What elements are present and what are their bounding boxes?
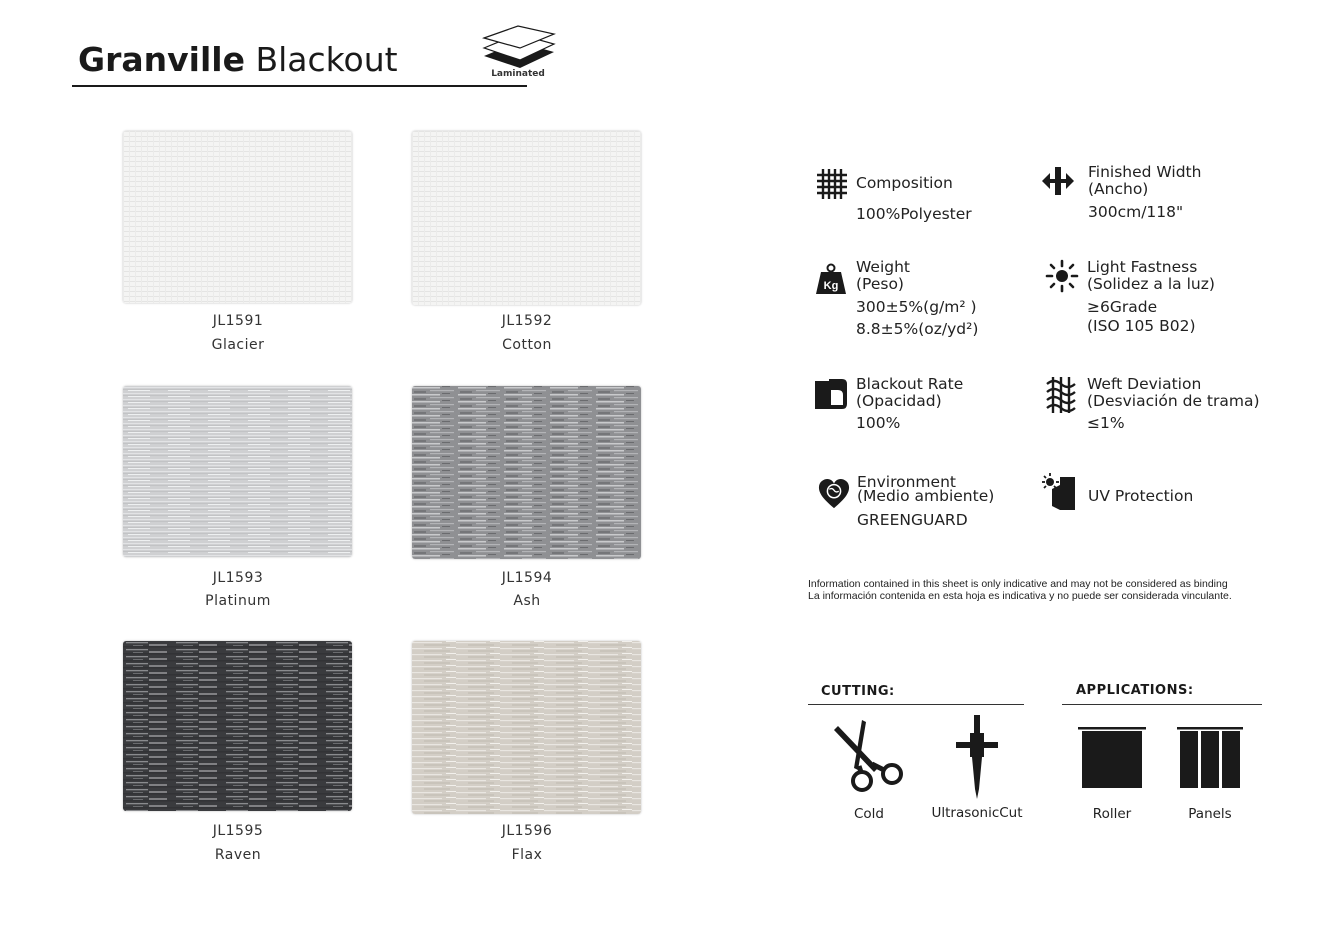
- swatch-name: Glacier: [211, 337, 265, 353]
- spec-value: 8.8±5%(oz/yd²): [856, 320, 979, 338]
- swatch-name: Raven: [214, 847, 262, 863]
- spec-label: Light Fastness: [1087, 258, 1198, 276]
- spec-label: Finished Width: [1088, 163, 1202, 181]
- swatch-code: JL1591: [212, 313, 264, 329]
- spec-label: Blackout Rate: [856, 375, 964, 393]
- swatch-jl1592: [412, 131, 641, 305]
- spec-value: (ISO 105 B02): [1087, 317, 1196, 335]
- disclaimer-es: La información contenida en esta hoja es indicativa y no puede ser considerada vinculante.: [808, 590, 1232, 602]
- heart-globe-icon: [818, 478, 850, 510]
- weight-kg-icon: [814, 263, 848, 297]
- title-bold: Granville: [78, 40, 245, 79]
- swatch-name: Ash: [513, 593, 541, 609]
- ultrasonic-cutter-icon: [952, 715, 1002, 799]
- swatch-code: JL1595: [212, 823, 264, 839]
- spec-label: Environment: [857, 473, 956, 491]
- spec-value: 100%Polyester: [856, 205, 972, 223]
- swatch-jl1596: [412, 641, 641, 814]
- page-title: [78, 38, 398, 82]
- spec-value: ≥6Grade: [1087, 298, 1158, 316]
- cutting-heading: CUTTING:: [821, 684, 895, 699]
- applications-divider: [1062, 704, 1262, 705]
- cutting-divider: [808, 704, 1024, 705]
- blackout-curtain-icon: [814, 376, 848, 410]
- spec-value: 300cm/118": [1088, 203, 1184, 221]
- panel-blind-icon: [1177, 727, 1243, 789]
- spec-label: Weft Deviation: [1087, 375, 1202, 393]
- spec-label: UV Protection: [1088, 487, 1194, 505]
- svg-text:Kg: Kg: [823, 280, 839, 292]
- spec-value: 300±5%(g/m² ): [856, 298, 977, 316]
- spec-value: GREENGUARD: [857, 511, 968, 529]
- spec-label-es: (Ancho): [1088, 180, 1149, 198]
- disclaimer-en: Information contained in this sheet is only indicative and may not be considered as binding: [808, 578, 1228, 590]
- swatch-name: Cotton: [502, 337, 552, 353]
- swatch-jl1594: [412, 386, 641, 559]
- application-label: Roller: [1092, 806, 1132, 822]
- spec-label-es: (Opacidad): [856, 392, 942, 410]
- swatch-code: JL1594: [501, 570, 553, 586]
- applications-heading: APPLICATIONS:: [1076, 683, 1194, 698]
- spec-label-es: (Medio ambiente): [857, 487, 995, 505]
- scissors-icon: [828, 718, 908, 798]
- title-rest: Blackout: [255, 40, 398, 79]
- uv-sun-window-icon: [1042, 473, 1076, 511]
- swatch-name: Flax: [511, 847, 543, 863]
- application-label: Panels: [1188, 806, 1232, 822]
- roller-blind-icon: [1078, 727, 1146, 789]
- width-arrows-icon: [1041, 164, 1075, 198]
- spec-label-es: (Solidez a la luz): [1087, 275, 1215, 293]
- weft-wave-icon: [1045, 376, 1079, 414]
- cutting-label: Cold: [853, 806, 884, 822]
- swatch-name: Platinum: [205, 593, 271, 609]
- swatch-code: JL1593: [212, 570, 264, 586]
- laminated-label: Laminated: [491, 69, 545, 79]
- spec-label-es: (Peso): [856, 275, 904, 293]
- spec-label: Composition: [856, 174, 953, 192]
- title-divider: [72, 85, 527, 87]
- spec-value: 100%: [856, 414, 901, 432]
- swatch-code: JL1592: [501, 313, 553, 329]
- spec-label: Weight: [856, 258, 911, 276]
- swatch-jl1593: [123, 386, 352, 557]
- swatch-jl1595: [123, 641, 352, 811]
- sun-icon: [1045, 259, 1079, 293]
- cutting-label: UltrasonicCut: [931, 805, 1023, 821]
- spec-value: ≤1%: [1087, 414, 1125, 432]
- spec-label-es: (Desviación de trama): [1087, 392, 1260, 410]
- grid-weave-icon: [814, 168, 848, 202]
- disclaimer: [808, 578, 1232, 602]
- swatch-jl1591: [123, 131, 352, 303]
- swatch-code: JL1596: [501, 823, 553, 839]
